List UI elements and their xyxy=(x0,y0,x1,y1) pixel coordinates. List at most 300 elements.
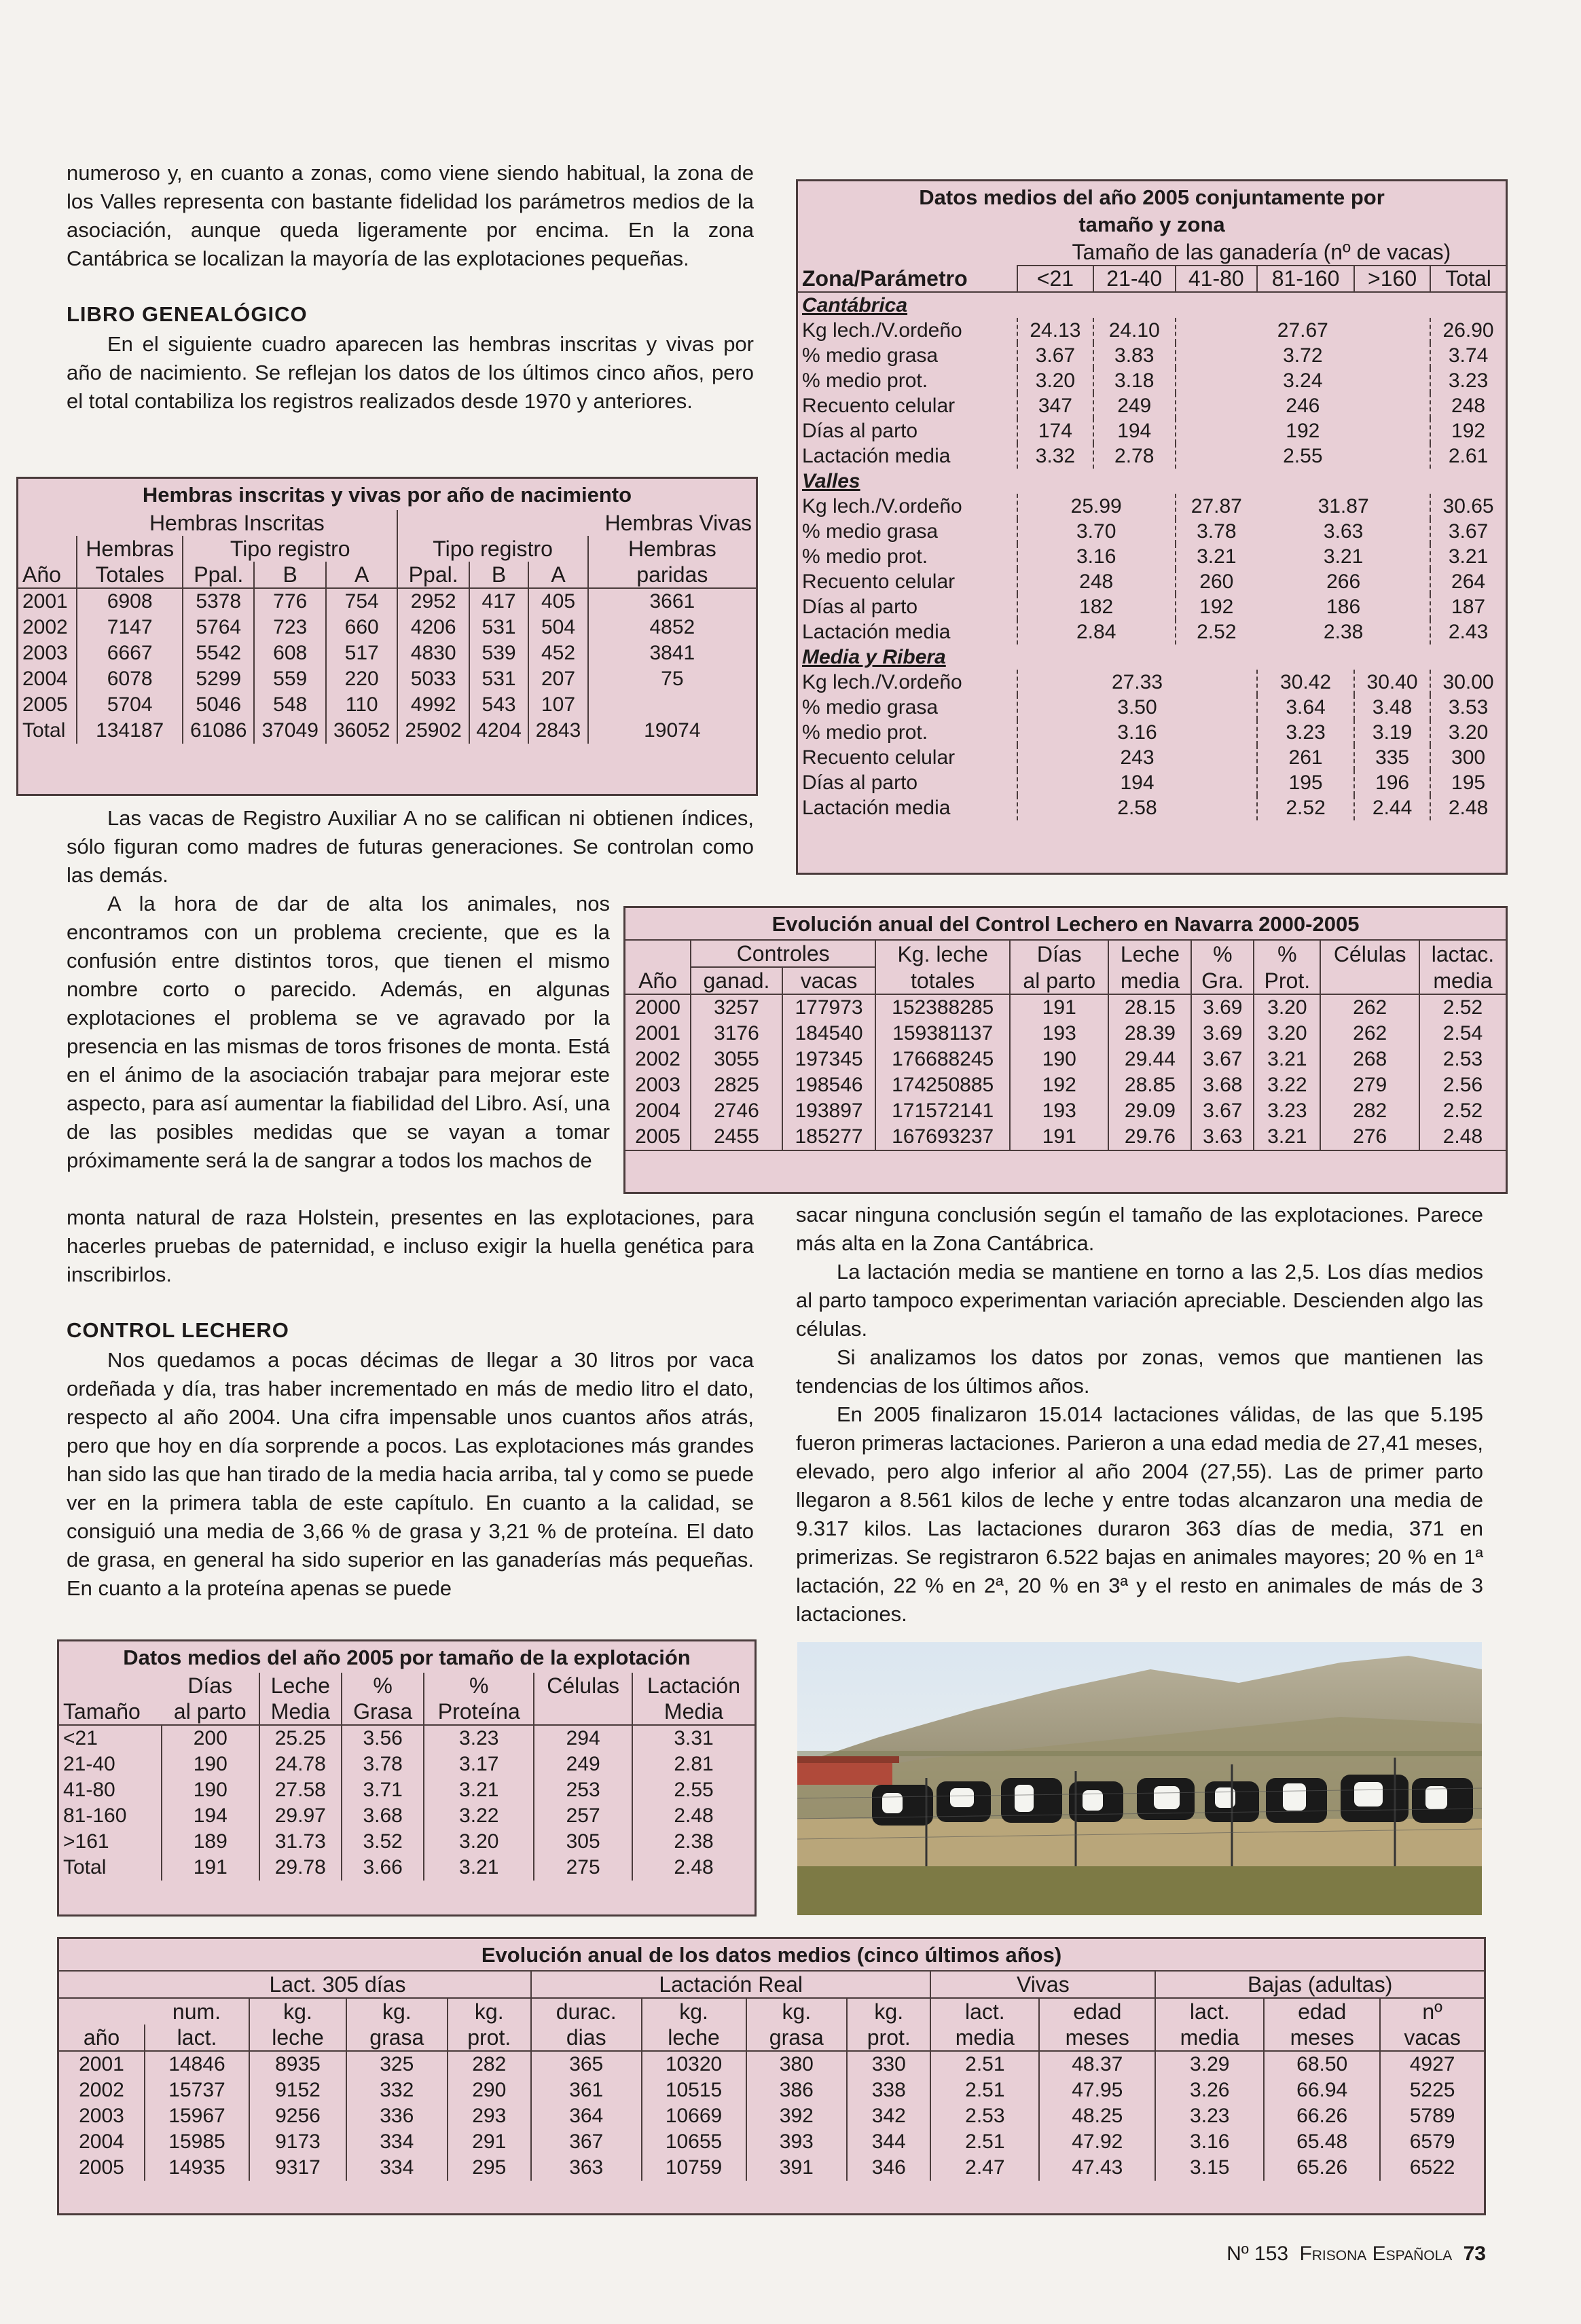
table-cell: 2.53 xyxy=(1419,1047,1506,1072)
table-cell: 3.22 xyxy=(1254,1072,1320,1098)
table-cell: 30.40 xyxy=(1354,670,1430,695)
header-cell: A xyxy=(528,562,587,588)
table-cell: 260 xyxy=(1176,569,1258,594)
table-cell: 531 xyxy=(469,666,528,692)
table-row xyxy=(59,1803,755,1829)
table-title xyxy=(798,181,1506,240)
table-cell: 8935 xyxy=(249,2051,346,2077)
table-cell: 2.52 xyxy=(1176,619,1258,644)
table-cell xyxy=(1354,644,1430,670)
table-row xyxy=(625,1124,1506,1150)
header-cell: % xyxy=(1191,940,1254,967)
table-cell: 3.69 xyxy=(1191,994,1254,1021)
header-cell: Células xyxy=(534,1673,632,1699)
header-cell: Total xyxy=(1430,266,1506,292)
table-cell: 3.69 xyxy=(1191,1021,1254,1047)
table-cell: 5299 xyxy=(183,666,254,692)
header-cell: Leche xyxy=(1108,940,1191,967)
header-cell: Año xyxy=(22,562,61,587)
table-cell: 31.73 xyxy=(259,1829,342,1855)
table-cell: 2004 xyxy=(79,2130,124,2153)
table-cell xyxy=(1257,469,1354,494)
parameter-label: Días al parto xyxy=(802,596,918,618)
table-cell: 608 xyxy=(254,640,325,666)
table-cell: 3.16 xyxy=(1017,544,1176,569)
table-cell: 3.23 xyxy=(1430,368,1506,393)
column-right xyxy=(796,1201,1483,1629)
table-cell: 37049 xyxy=(254,718,325,744)
table-cell: 3.72 xyxy=(1176,343,1431,368)
table-cell: 195 xyxy=(1430,770,1506,795)
table-cell: 2002 xyxy=(79,2079,124,2101)
table-cell xyxy=(1093,469,1176,494)
table-cell: 2003 xyxy=(635,1074,680,1096)
header-cell: <21 xyxy=(1017,266,1093,292)
header-cell: 41-80 xyxy=(1176,266,1258,292)
table-cell: 2.52 xyxy=(1419,994,1506,1021)
table-cell xyxy=(588,692,756,718)
header-cell: kg. xyxy=(448,1998,531,2025)
table-cell: 3.68 xyxy=(1191,1072,1254,1098)
table-cell: 3.63 xyxy=(1323,520,1364,543)
header-cell: nº xyxy=(1380,1998,1484,2025)
table-row xyxy=(625,1072,1506,1098)
table-cell: 3.21 xyxy=(1323,545,1364,568)
table-cell: 5789 xyxy=(1380,2103,1484,2129)
table-cell: 2003 xyxy=(79,2105,124,2127)
table-cell: 28.85 xyxy=(1108,1072,1191,1098)
parameter-label: Lactación media xyxy=(802,445,951,467)
header-cell: % xyxy=(1254,940,1320,967)
table-row xyxy=(625,1047,1506,1072)
table-cell: 2.43 xyxy=(1430,619,1506,644)
table-cell: 3.64 xyxy=(1257,695,1354,720)
magazine-name: Frisona Española xyxy=(1299,2243,1453,2265)
table-cell: 25.25 xyxy=(259,1725,342,1751)
table-cell: 14846 xyxy=(145,2051,249,2077)
header-cell: lact. xyxy=(145,2025,249,2051)
table-cell xyxy=(1176,644,1258,670)
header-cell: Tamaño de las ganadería (nº de vacas) xyxy=(1017,240,1506,266)
table-cell: 6078 xyxy=(77,666,183,692)
table-cell: 47.92 xyxy=(1039,2129,1155,2155)
table-cell: 192 xyxy=(1010,1072,1108,1098)
table-row xyxy=(625,994,1506,1021)
table-cell: 182 xyxy=(1017,594,1176,619)
table-cell: 2.78 xyxy=(1093,443,1176,469)
table-cell: 243 xyxy=(1017,745,1257,770)
parameter-label: Recuento celular xyxy=(802,395,956,417)
table-cell: 3.67 xyxy=(1191,1047,1254,1072)
table-cell: 2.54 xyxy=(1419,1021,1506,1047)
table-cell: 2.53 xyxy=(930,2103,1039,2129)
table-cell: 9317 xyxy=(249,2155,346,2181)
table-cell: 14935 xyxy=(145,2155,249,2181)
table-cell: 364 xyxy=(531,2103,642,2129)
table-cell: 290 xyxy=(448,2077,531,2103)
table-cell: 207 xyxy=(528,666,587,692)
header-cell: media xyxy=(1419,967,1506,994)
table-cell: 294 xyxy=(534,1725,632,1751)
header-cell: leche xyxy=(249,2025,346,2051)
table-cell xyxy=(1354,469,1430,494)
header-cell: prot. xyxy=(448,2025,531,2051)
table-body xyxy=(59,2051,1484,2181)
table-cell: 2.44 xyxy=(1354,795,1430,820)
table-cell: 2.48 xyxy=(1419,1124,1506,1150)
table-row xyxy=(798,494,1506,519)
table-cell: 10759 xyxy=(642,2155,746,2181)
header-cell: Células xyxy=(1320,940,1419,967)
parameter-label: Recuento celular xyxy=(802,570,956,593)
table-cell: 134187 xyxy=(77,718,183,744)
table-row xyxy=(625,1098,1506,1124)
table-cell: 3.68 xyxy=(342,1803,424,1829)
header-cell: Ppal. xyxy=(183,562,254,588)
table-cell: 3257 xyxy=(691,994,782,1021)
table-cell: 2.48 xyxy=(632,1803,755,1829)
table-row xyxy=(798,770,1506,795)
table-cell: 3.78 xyxy=(1176,519,1258,544)
table-cell: 2.38 xyxy=(632,1829,755,1855)
table-cell: 27.33 xyxy=(1017,670,1257,695)
table-cell: 2.51 xyxy=(930,2051,1039,2077)
header-cell: Días xyxy=(1010,940,1108,967)
table-cell: 2.52 xyxy=(1257,795,1354,820)
table-row xyxy=(798,720,1506,745)
header-cell: vacas xyxy=(1380,2025,1484,2051)
table-cell: 3.21 xyxy=(1254,1124,1320,1150)
table-cell: 3.20 xyxy=(1430,720,1506,745)
table-row xyxy=(59,2051,1484,2077)
table-cell: 3.19 xyxy=(1354,720,1430,745)
table-cell: 3.52 xyxy=(342,1829,424,1855)
table-cell: 5764 xyxy=(183,615,254,640)
table-datos-zona xyxy=(796,179,1508,875)
parameter-label: Kg lech./V.ordeño xyxy=(802,319,962,342)
table-cell: 10669 xyxy=(642,2103,746,2129)
paragraph: La lactación media se mantiene en torno a las 2,5. Los días medios al parto tampoco experimentan variación apreciable. Descienden algo las células. xyxy=(796,1260,1483,1341)
table-evolucion-navarra xyxy=(623,906,1508,1194)
table-cell: 28.39 xyxy=(1108,1021,1191,1047)
table-cell: 3.63 xyxy=(1191,1124,1254,1150)
table-cell: 2002 xyxy=(635,1048,680,1070)
table-cell: 75 xyxy=(588,666,756,692)
table-cell: 3.31 xyxy=(632,1725,755,1751)
table-row xyxy=(798,745,1506,770)
table-cell: 193897 xyxy=(782,1098,875,1124)
table-cell: 167693237 xyxy=(875,1124,1010,1150)
header-cell: media xyxy=(1155,2025,1264,2051)
table-row xyxy=(59,1829,755,1855)
table-cell: 282 xyxy=(448,2051,531,2077)
table-cell: 2003 xyxy=(22,642,68,664)
header-cell: Totales xyxy=(77,562,183,588)
header-cell: kg. xyxy=(746,1998,848,2025)
table-cell: 6908 xyxy=(77,588,183,615)
header-cell: edad xyxy=(1039,1998,1155,2025)
table-cell: 3.78 xyxy=(342,1751,424,1777)
table-cell: 184540 xyxy=(782,1021,875,1047)
table-cell: 65.48 xyxy=(1264,2129,1380,2155)
table-cell: 248 xyxy=(1430,393,1506,418)
table-cell: 19074 xyxy=(588,718,756,744)
header-cell: dias xyxy=(531,2025,642,2051)
header-cell: meses xyxy=(1039,2025,1155,2051)
table-cell: 2.48 xyxy=(632,1855,755,1881)
header-cell: Tamaño xyxy=(63,1699,141,1724)
table-cell: 4852 xyxy=(588,615,756,640)
table-cell: 29.97 xyxy=(259,1803,342,1829)
table-cell: 393 xyxy=(746,2129,848,2155)
parameter-label: % medio grasa xyxy=(802,344,939,367)
zone-row xyxy=(798,469,1506,494)
paragraph: Nos quedamos a pocas décimas de llegar a 30 litros por vaca ordeñada y día, tras haber incrementado en más de medio litro el dato, respecto al año 2004. Una cifra impensable unos cuantos años atrás, pero que hoy en día sorprende a pocos. Las explotaciones más grandes han sido las que han tirado de la media hacia arriba, tal y como se puede ver en la primera tabla de este capítulo. En cuanto a la calidad, se consiguió una media de 3,66 % de grasa y 3,21 % de proteína. El dato de grasa, en general ha sido superior en las ganaderías más pequeñas. En cuanto a la proteína apenas se puede xyxy=(67,1348,754,1600)
table-cell: 264 xyxy=(1430,569,1506,594)
table-cell: 380 xyxy=(746,2051,848,2077)
table-cell: 193 xyxy=(1010,1021,1108,1047)
table-cell: 186 xyxy=(1326,596,1361,618)
table-cell: 2.52 xyxy=(1419,1098,1506,1124)
table-cell: 192 xyxy=(1176,418,1431,443)
header-cell: grasa xyxy=(346,2025,448,2051)
header-cell: % xyxy=(342,1673,424,1699)
paragraph: En el siguiente cuadro aparecen las hembras inscritas y vivas por año de nacimiento. Se reflejan los datos de los últimos cinco años, pero el total contabiliza los registros realizados desde 1970 y anteriores. xyxy=(67,332,754,413)
table-row xyxy=(18,640,756,666)
table-cell xyxy=(1017,644,1093,670)
zone-row xyxy=(798,644,1506,670)
table-row xyxy=(798,544,1506,569)
header-cell: kg. xyxy=(642,1998,746,2025)
table-cell: 249 xyxy=(534,1751,632,1777)
header-cell: paridas xyxy=(588,562,756,588)
header-cell: Hembras xyxy=(77,536,183,562)
table-cell: 3.22 xyxy=(424,1803,534,1829)
table-cell: 3.21 xyxy=(1176,544,1258,569)
header-cell: kg. xyxy=(249,1998,346,2025)
table-cell: 27.67 xyxy=(1176,318,1431,343)
table-row xyxy=(59,1751,755,1777)
table-cell: 3.17 xyxy=(424,1751,534,1777)
table-title: Hembras inscritas y vivas por año de nacimiento xyxy=(142,483,632,507)
table-cell: 2.51 xyxy=(930,2129,1039,2155)
table-cell: 176688245 xyxy=(875,1047,1010,1072)
parameter-label: % medio prot. xyxy=(802,721,928,744)
table-cell: 2004 xyxy=(22,668,68,690)
table-cell: 4927 xyxy=(1380,2051,1484,2077)
parameter-label: Lactación media xyxy=(802,621,951,643)
table-cell: 65.26 xyxy=(1264,2155,1380,2181)
table-cell: 194 xyxy=(1093,418,1176,443)
header-cell: Bajas (adultas) xyxy=(1155,1971,1484,1998)
table-cell: 5046 xyxy=(183,692,254,718)
table-cell: 2000 xyxy=(635,996,680,1019)
table-cell: 4206 xyxy=(397,615,469,640)
header-cell: Ppal. xyxy=(397,562,469,588)
table-cell: 152388285 xyxy=(875,994,1010,1021)
parameter-label: % medio grasa xyxy=(802,696,939,719)
table-row xyxy=(798,619,1506,644)
parameter-label: Días al parto xyxy=(802,771,918,794)
table-title: Datos medios del año 2005 por tamaño de la explotación xyxy=(123,1646,691,1669)
table-cell xyxy=(1176,292,1258,318)
table-cell: 3.67 xyxy=(1430,519,1506,544)
column-left-lower xyxy=(67,1203,754,1603)
table-cell: 504 xyxy=(528,615,587,640)
header-cell: B xyxy=(254,562,325,588)
table-cell: 15985 xyxy=(145,2129,249,2155)
table-cell: 3.83 xyxy=(1093,343,1176,368)
table-cell: 3841 xyxy=(588,640,756,666)
table-cell: 2005 xyxy=(79,2156,124,2179)
table-cell: 48.37 xyxy=(1039,2051,1155,2077)
table-cell: 3.56 xyxy=(342,1725,424,1751)
table-cell xyxy=(1354,292,1430,318)
table-cell: 257 xyxy=(534,1803,632,1829)
table-cell: 335 xyxy=(1354,745,1430,770)
header-cell: A xyxy=(326,562,397,588)
table-cell: 29.44 xyxy=(1108,1047,1191,1072)
table-cell: 754 xyxy=(326,588,397,615)
table-cell: 2.48 xyxy=(1430,795,1506,820)
table-cell: 2455 xyxy=(691,1124,782,1150)
paragraph: monta natural de raza Holstein, presentes en las explotaciones, para hacerles pruebas de paternidad, e incluso exigir la huella genética para inscribirlos. xyxy=(67,1205,754,1286)
table-cell: 25.99 xyxy=(1017,494,1176,519)
table-cell: 15737 xyxy=(145,2077,249,2103)
table-cell: 559 xyxy=(254,666,325,692)
table-cell: 174250885 xyxy=(875,1072,1010,1098)
parameter-label: Recuento celular xyxy=(802,746,956,769)
zone-label: Media y Ribera xyxy=(802,646,946,668)
table-body xyxy=(59,1725,755,1881)
table-row xyxy=(18,615,756,640)
table-cell: 253 xyxy=(534,1777,632,1803)
table-cell: 197345 xyxy=(782,1047,875,1072)
parameter-label: % medio prot. xyxy=(802,369,928,392)
table-cell: 189 xyxy=(162,1829,259,1855)
table-cell: 25902 xyxy=(397,718,469,744)
table-cell: 3.32 xyxy=(1017,443,1093,469)
table-cell: 193 xyxy=(1010,1098,1108,1124)
column-left-narrow xyxy=(67,890,610,1175)
header-cell: totales xyxy=(875,967,1010,994)
table-row xyxy=(625,1021,1506,1047)
table-cell: 3.16 xyxy=(1017,720,1257,745)
table-cell: 3.21 xyxy=(1254,1047,1320,1072)
table-cell: 2.51 xyxy=(930,2077,1039,2103)
table-cell: 2001 xyxy=(79,2053,124,2075)
table-cell: <21 xyxy=(63,1727,98,1749)
table-cell: 405 xyxy=(528,588,587,615)
header-cell: kg. xyxy=(346,1998,448,2025)
table-cell: >161 xyxy=(63,1830,109,1853)
table-cell: 28.15 xyxy=(1108,994,1191,1021)
page-footer xyxy=(1226,2243,1486,2266)
table-title: Evolución anual del Control Lechero en Navarra 2000-2005 xyxy=(771,912,1360,936)
table-title-line1: Datos medios del año 2005 conjuntamente por xyxy=(919,185,1385,209)
header-cell: 81-160 xyxy=(1257,266,1354,292)
table-cell: 3.67 xyxy=(1017,343,1093,368)
table-cell: 291 xyxy=(448,2129,531,2155)
header-cell: Controles xyxy=(691,940,875,967)
table-cell: 3176 xyxy=(691,1021,782,1047)
table-cell: 391 xyxy=(746,2155,848,2181)
table-cell: 3.67 xyxy=(1191,1098,1254,1124)
table-cell: 295 xyxy=(448,2155,531,2181)
table-cell: 29.09 xyxy=(1108,1098,1191,1124)
table-body xyxy=(798,292,1506,820)
table-cell xyxy=(1430,292,1506,318)
table-cell: 191 xyxy=(1010,994,1108,1021)
table-cell: 10320 xyxy=(642,2051,746,2077)
table-cell: 177973 xyxy=(782,994,875,1021)
table-cell: 365 xyxy=(531,2051,642,2077)
table-body xyxy=(18,588,756,744)
header-cell: Proteína xyxy=(424,1699,534,1725)
table-cell: 2825 xyxy=(691,1072,782,1098)
paragraph: En 2005 finalizaron 15.014 lactaciones válidas, de las que 5.195 fueron primeras lactaciones. Parieron a una edad media de 27,41 meses, elevado, pero algo inferior al año 2004 (27,55). Las de primer parto llegaron a 8.561 kilos de leche y entre todas alcanzaron una media de 9.317 kilos. Las lactaciones duraron 363 días de media, 371 en primerizas. Se registraron 6.522 bajas en animales mayores; 20 % en 1ª lactación, 22 % en 2ª, 20 % en 3ª y el resto en animales de más de 3 lactaciones. xyxy=(796,1402,1483,1626)
page-number: 73 xyxy=(1463,2243,1486,2265)
table-cell: 192 xyxy=(1176,594,1258,619)
table-cell: 305 xyxy=(534,1829,632,1855)
header-cell: Media xyxy=(259,1699,342,1725)
table-cell: 194 xyxy=(1017,770,1257,795)
table-row xyxy=(798,393,1506,418)
table-cell: 2843 xyxy=(528,718,587,744)
table-cell: 660 xyxy=(326,615,397,640)
header-cell: durac. xyxy=(531,1998,642,2025)
header-cell: leche xyxy=(642,2025,746,2051)
table-cell: 3.23 xyxy=(424,1725,534,1751)
table-cell: 347 xyxy=(1017,393,1093,418)
header-cell: ganad. xyxy=(691,967,782,994)
table-cell: 198546 xyxy=(782,1072,875,1098)
table-cell: 26.90 xyxy=(1430,318,1506,343)
header-cell: al parto xyxy=(1010,967,1108,994)
paragraph: numeroso y, en cuanto a zonas, como viene siendo habitual, la zona de los Valles representa con bastante fidelidad los parámetros medios de la asociación, aunque queda ligeramente por encima. En la zona Cantábrica se localizan la mayoría de las explotaciones pequeñas. xyxy=(67,161,754,270)
header-cell: Gra. xyxy=(1191,967,1254,994)
parameter-label: Kg lech./V.ordeño xyxy=(802,671,962,693)
header-cell: Lact. 305 días xyxy=(269,1972,406,1997)
table-cell: 4992 xyxy=(397,692,469,718)
table-cell: 2.38 xyxy=(1323,621,1364,643)
table-cell: 47.43 xyxy=(1039,2155,1155,2181)
table-cell: 5542 xyxy=(183,640,254,666)
table-row xyxy=(59,1777,755,1803)
table-cell: 194 xyxy=(162,1803,259,1829)
table-cell: 2.55 xyxy=(1176,443,1431,469)
table-cell: 5704 xyxy=(77,692,183,718)
table-cell: 262 xyxy=(1320,994,1419,1021)
header-cell: media xyxy=(1108,967,1191,994)
header-cell: Media xyxy=(632,1699,755,1725)
header-cell: lact. xyxy=(1155,1998,1264,2025)
table-cell: 249 xyxy=(1093,393,1176,418)
table-cell: 21-40 xyxy=(63,1753,115,1775)
table-cell: 190 xyxy=(162,1751,259,1777)
table-cell: 276 xyxy=(1320,1124,1419,1150)
section-heading-control: CONTROL LECHERO xyxy=(67,1318,289,1342)
table-cell: 30.42 xyxy=(1257,670,1354,695)
table-cell: 332 xyxy=(346,2077,448,2103)
table-datos-tamano xyxy=(57,1639,757,1917)
table-row xyxy=(59,2077,1484,2103)
table-cell: 275 xyxy=(534,1855,632,1881)
table-cell: 325 xyxy=(346,2051,448,2077)
table-cell: 2746 xyxy=(691,1098,782,1124)
table-title: Evolución anual de los datos medios (cinco últimos años) xyxy=(481,1943,1062,1967)
table-cell: 3.16 xyxy=(1155,2129,1264,2155)
